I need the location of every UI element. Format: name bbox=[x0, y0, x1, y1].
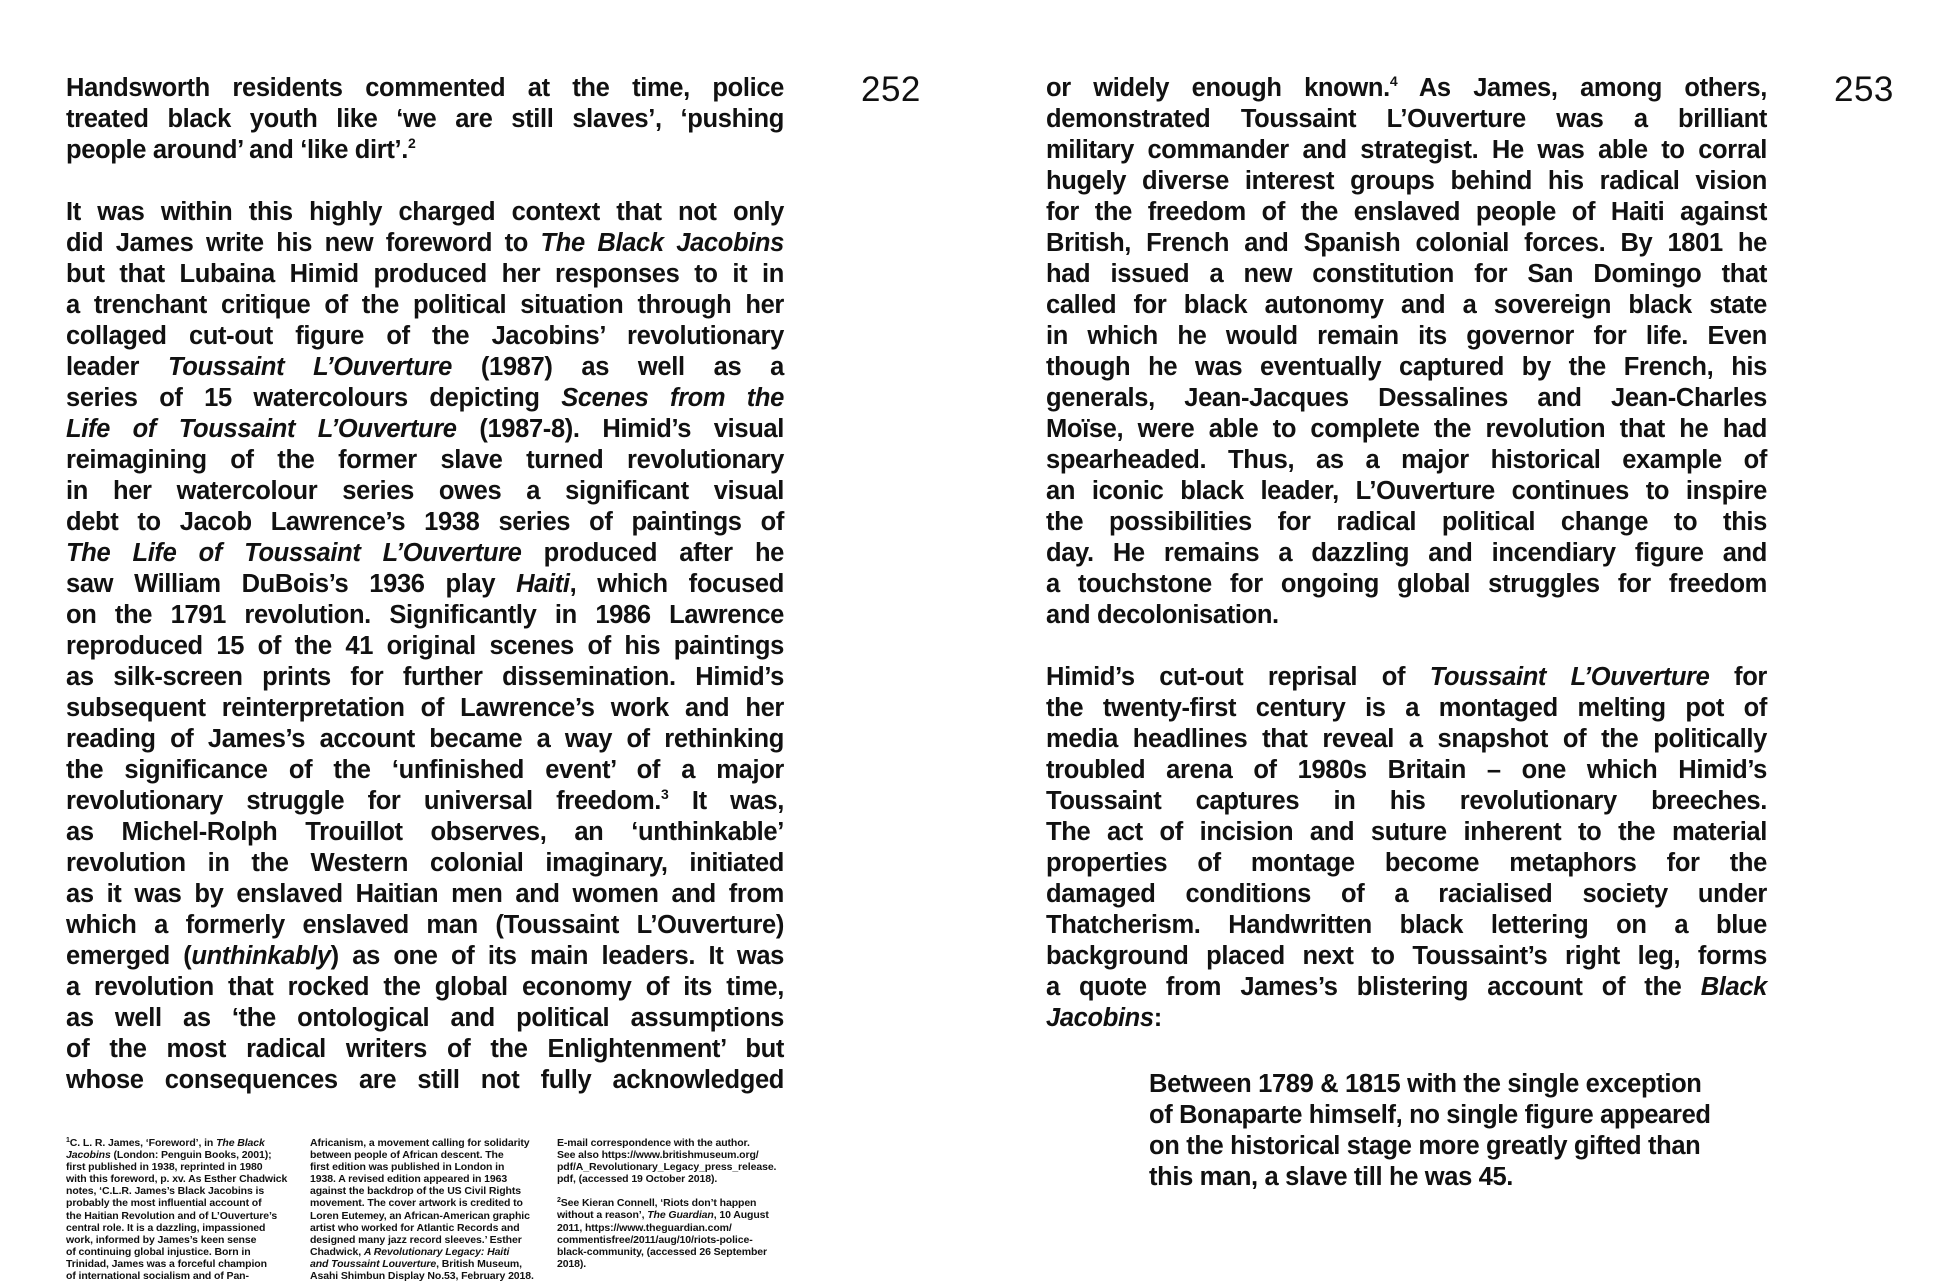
footnote-line: Chadwick, A Revolutionary Legacy: Haiti bbox=[309, 1245, 510, 1258]
footnote-line: $^1$C. L. R. James, ‘Foreword’, in The Black bbox=[66, 1137, 265, 1149]
text-line: though he was eventually captured by the French, his bbox=[1046, 353, 1767, 381]
italic-title: Haiti bbox=[516, 570, 570, 598]
quote-line: on the historical stage more greatly gifted than bbox=[1149, 1132, 1701, 1160]
text-line: spearheaded. Thus, as a major historical example of bbox=[1046, 446, 1767, 474]
text-line: for the freedom of the enslaved people of Haiti against bbox=[1046, 198, 1767, 226]
footnote-gap bbox=[557, 1185, 786, 1197]
footnote-line: without a reason’, The Guardian, 10 August bbox=[556, 1209, 769, 1222]
text-line: reading of James’s account became a way of rethinking bbox=[66, 725, 784, 753]
paragraph bbox=[66, 197, 784, 1096]
text-line: leader Toussaint L’Ouverture (1987) as well as a bbox=[66, 353, 785, 381]
italic-title: unthinkably bbox=[191, 942, 331, 970]
paragraph bbox=[1046, 73, 1767, 631]
text-line: background placed next to Toussaint’s right leg, forms bbox=[1046, 942, 1767, 970]
text-line: people around’ and ‘like dirt’.$^2$ bbox=[66, 135, 416, 164]
text-line: Handsworth residents commented at the time, police bbox=[66, 74, 784, 102]
text-line: as it was by enslaved Haitian men and women and from bbox=[66, 880, 784, 908]
text-line: It was within this highly charged context that not only bbox=[66, 198, 784, 226]
footnote-line: Trinidad, James was a forceful champion bbox=[66, 1257, 267, 1270]
footnote-column bbox=[310, 1137, 557, 1282]
text-line: had issued a new constitution for San Domingo that bbox=[1046, 260, 1767, 288]
footnote-line: 1938. A revised edition appeared in 1963 bbox=[309, 1173, 508, 1186]
text-line: military commander and strategist. He was able to corral bbox=[1046, 136, 1767, 164]
text-line: generals, Jean-Jacques Dessalines and Jean-Charles bbox=[1046, 384, 1767, 412]
text-line: Jacobins: bbox=[1046, 1004, 1162, 1032]
text-line: damaged conditions of a racialised society under bbox=[1046, 880, 1767, 908]
footnote-marker[interactable]: 1 bbox=[66, 1137, 70, 1144]
text-line: and decolonisation. bbox=[1046, 601, 1279, 629]
italic-title: Scenes from the bbox=[561, 384, 784, 412]
text-line: Thatcherism. Handwritten black lettering on a blue bbox=[1046, 911, 1767, 939]
footnote-line: 2018). bbox=[556, 1257, 587, 1270]
text-line: reproduced 15 of the 41 original scenes of his paintings bbox=[66, 632, 784, 660]
footnotes bbox=[66, 1137, 786, 1282]
footnote-line: black-community, (accessed 26 September bbox=[556, 1245, 768, 1258]
text-line: treated black youth like ‘we are still slaves’, ‘pushing bbox=[66, 105, 784, 133]
text-line: demonstrated Toussaint L’Ouverture was a brilliant bbox=[1046, 105, 1767, 133]
text-line: British, French and Spanish colonial forces. By 1801 he bbox=[1046, 229, 1767, 257]
italic-title: A Revolutionary Legacy: Haiti bbox=[363, 1245, 510, 1258]
quote-line: this man, a slave till he was 45. bbox=[1149, 1163, 1514, 1191]
footnote-line: 2011, https://www.theguardian.com/ bbox=[556, 1221, 732, 1234]
footnote-line: movement. The cover artwork is credited to bbox=[309, 1197, 523, 1210]
text-line: in her watercolour series owes a significant visual bbox=[66, 477, 784, 505]
footnote-marker[interactable]: 2 bbox=[407, 135, 416, 151]
footnote-marker[interactable]: 2 bbox=[556, 1197, 561, 1205]
italic-title: The Guardian bbox=[647, 1209, 714, 1222]
text-line: The act of incision and suture inherent to the material bbox=[1046, 818, 1767, 846]
footnote-line: designed many jazz record sleeves.’ Esther bbox=[309, 1233, 522, 1246]
footnote-line: Jacobins (London: Penguin Books, 2001); bbox=[66, 1149, 272, 1162]
footnote-marker[interactable]: 3 bbox=[661, 786, 669, 802]
text-line: Toussaint captures in his revolutionary breeches. bbox=[1046, 787, 1767, 815]
text-line: whose consequences are still not fully acknowledged bbox=[66, 1066, 784, 1094]
footnote-line: notes, ‘C.L.R. James’s Black Jacobins is bbox=[66, 1185, 265, 1198]
text-line: the twenty-first century is a montaged melting pot of bbox=[1046, 694, 1767, 722]
text-line: as well as ‘the ontological and political assumptions bbox=[66, 1004, 784, 1032]
italic-title: The Life of Toussaint L’Ouverture bbox=[66, 539, 522, 567]
footnote-line: pdf, (accessed 19 October 2018). bbox=[556, 1173, 718, 1186]
italic-title: and Toussaint Louverture bbox=[309, 1257, 437, 1270]
text-line: which a formerly enslaved man (Toussaint L’Ouverture) bbox=[66, 911, 784, 939]
footnote-line: first edition was published in London in bbox=[309, 1161, 505, 1174]
footnote-line: first published in 1938, reprinted in 1980 bbox=[66, 1161, 263, 1174]
text-line: or widely enough known.$^4$ As James, among others, bbox=[1046, 73, 1767, 102]
text-line: emerged (unthinkably) as one of its main leaders. It was bbox=[66, 942, 784, 970]
text-line: on the 1791 revolution. Significantly in 1986 Lawrence bbox=[66, 601, 784, 629]
left-page bbox=[0, 0, 973, 1280]
italic-title: Toussaint L’Ouverture bbox=[1429, 663, 1710, 691]
quote-line: Between 1789 & 1815 with the single exception bbox=[1149, 1070, 1702, 1098]
text-line: revolution in the Western colonial imaginary, initiated bbox=[66, 849, 784, 877]
text-line: a touchstone for ongoing global struggles for freedom bbox=[1046, 570, 1767, 598]
text-line: revolutionary struggle for universal freedom.$^3$ It was, bbox=[66, 786, 784, 815]
body-text bbox=[1046, 73, 1767, 1065]
footnote-line: against the backdrop of the US Civil Rights bbox=[309, 1185, 521, 1198]
footnote-marker[interactable]: 4 bbox=[1389, 73, 1398, 89]
text-line: a trenchant critique of the political situation through her bbox=[66, 291, 784, 319]
text-line: Life of Toussaint L’Ouverture (1987-8). Himid’s visual bbox=[66, 415, 784, 443]
footnote-line: work, informed by James’s keen sense bbox=[66, 1233, 257, 1246]
footnote-line: central role. It is a dazzling, impassioned bbox=[66, 1221, 266, 1234]
paragraph bbox=[1046, 662, 1767, 1034]
footnote-line: the Haitian Revolution and of L’Ouverture’s bbox=[66, 1209, 278, 1222]
text-line: a quote from James’s blistering account of the Black bbox=[1046, 973, 1767, 1001]
page-number: 253 bbox=[1834, 70, 1894, 109]
footnote-line: artist who worked for Atlantic Records and bbox=[309, 1221, 520, 1234]
footnote-line: Africanism, a movement calling for solidarity bbox=[309, 1137, 530, 1149]
footnote-line: commentisfree/2011/aug/10/riots-police- bbox=[556, 1233, 753, 1246]
right-page bbox=[973, 0, 1946, 1280]
body-text bbox=[66, 73, 784, 1127]
italic-title: Jacobins bbox=[66, 1149, 111, 1162]
text-line: collaged cut-out figure of the Jacobins’ revolutionary bbox=[66, 322, 784, 350]
italic-title: Jacobins bbox=[1046, 1004, 1154, 1032]
footnote-line: See also https://www.britishmuseum.org/ bbox=[556, 1149, 759, 1162]
text-line: an iconic black leader, L’Ouverture continues to inspire bbox=[1046, 477, 1767, 505]
footnote-column bbox=[557, 1137, 786, 1282]
page-number: 252 bbox=[861, 70, 921, 109]
footnote-line: of international socialism and of Pan- bbox=[66, 1270, 249, 1282]
text-line: the significance of the ‘unfinished event’ of a major bbox=[66, 756, 784, 784]
text-line: reimagining of the former slave turned revolutionary bbox=[66, 446, 784, 474]
text-line: did James write his new foreword to The Black Jacobins bbox=[66, 229, 784, 257]
italic-title: Life of Toussaint L’Ouverture bbox=[66, 415, 457, 443]
italic-title: Toussaint L’Ouverture bbox=[167, 353, 452, 381]
text-line: media headlines that reveal a snapshot of the politically bbox=[1046, 725, 1767, 753]
footnote-line: and Toussaint Louverture, British Museum, bbox=[309, 1257, 522, 1270]
footnote-line: with this foreword, p. xv. As Esther Chadwick bbox=[66, 1173, 288, 1186]
paragraph bbox=[66, 73, 784, 166]
text-line: called for black autonomy and a sovereign black state bbox=[1046, 291, 1767, 319]
footnote-line: probably the most influential account of bbox=[66, 1197, 262, 1210]
footnote-column bbox=[66, 1137, 310, 1282]
text-line: saw William DuBois’s 1936 play Haiti, which focused bbox=[66, 570, 784, 598]
text-line: Moïse, were able to complete the revolution that he had bbox=[1046, 415, 1767, 443]
text-line: properties of montage become metaphors for the bbox=[1046, 849, 1767, 877]
italic-title: The Black bbox=[216, 1137, 265, 1149]
footnote-line: of continuing global injustice. Born in bbox=[66, 1245, 251, 1258]
text-line: The Life of Toussaint L’Ouverture produced after he bbox=[66, 539, 785, 567]
text-line: day. He remains a dazzling and incendiary figure and bbox=[1046, 539, 1767, 567]
footnote-line: E-mail correspondence with the author. bbox=[556, 1137, 750, 1149]
footnote-line: pdf/A_Revolutionary_Legacy_press_release. bbox=[556, 1161, 777, 1174]
footnote-line: Asahi Shimbun Display No.53, February 2018. bbox=[309, 1270, 534, 1282]
text-line: as Michel-Rolph Trouillot observes, an ‘unthinkable’ bbox=[66, 818, 784, 846]
footnote-line: $^2$See Kieran Connell, ‘Riots don’t happen bbox=[556, 1197, 757, 1210]
quote-line: of Bonaparte himself, no single figure appeared bbox=[1149, 1101, 1711, 1129]
text-line: in which he would remain its governor for life. Even bbox=[1046, 322, 1767, 350]
italic-title: Black bbox=[1700, 973, 1767, 1001]
text-line: troubled arena of 1980s Britain – one which Himid’s bbox=[1046, 756, 1767, 784]
text-line: a revolution that rocked the global economy of its time, bbox=[66, 973, 784, 1001]
text-line: as silk-screen prints for further dissemination. Himid’s bbox=[66, 663, 784, 691]
text-line: of the most radical writers of the Enlightenment’ but bbox=[66, 1035, 784, 1063]
text-line: but that Lubaina Himid produced her responses to it in bbox=[66, 260, 784, 288]
text-line: subsequent reinterpretation of Lawrence’s work and her bbox=[66, 694, 784, 722]
text-line: Himid’s cut-out reprisal of Toussaint L’Ouverture for bbox=[1046, 663, 1767, 691]
block-quote bbox=[1149, 1069, 1769, 1193]
footnote-line: between people of African descent. The bbox=[309, 1149, 504, 1162]
text-line: series of 15 watercolours depicting Scenes from the bbox=[66, 384, 784, 412]
text-line: the possibilities for radical political change to this bbox=[1046, 508, 1767, 536]
text-line: hugely diverse interest groups behind his radical vision bbox=[1046, 167, 1767, 195]
italic-title: The Black Jacobins bbox=[540, 229, 784, 257]
footnote-line: Loren Eutemey, an African-American graphic bbox=[309, 1209, 530, 1222]
text-line: debt to Jacob Lawrence’s 1938 series of paintings of bbox=[66, 508, 784, 536]
